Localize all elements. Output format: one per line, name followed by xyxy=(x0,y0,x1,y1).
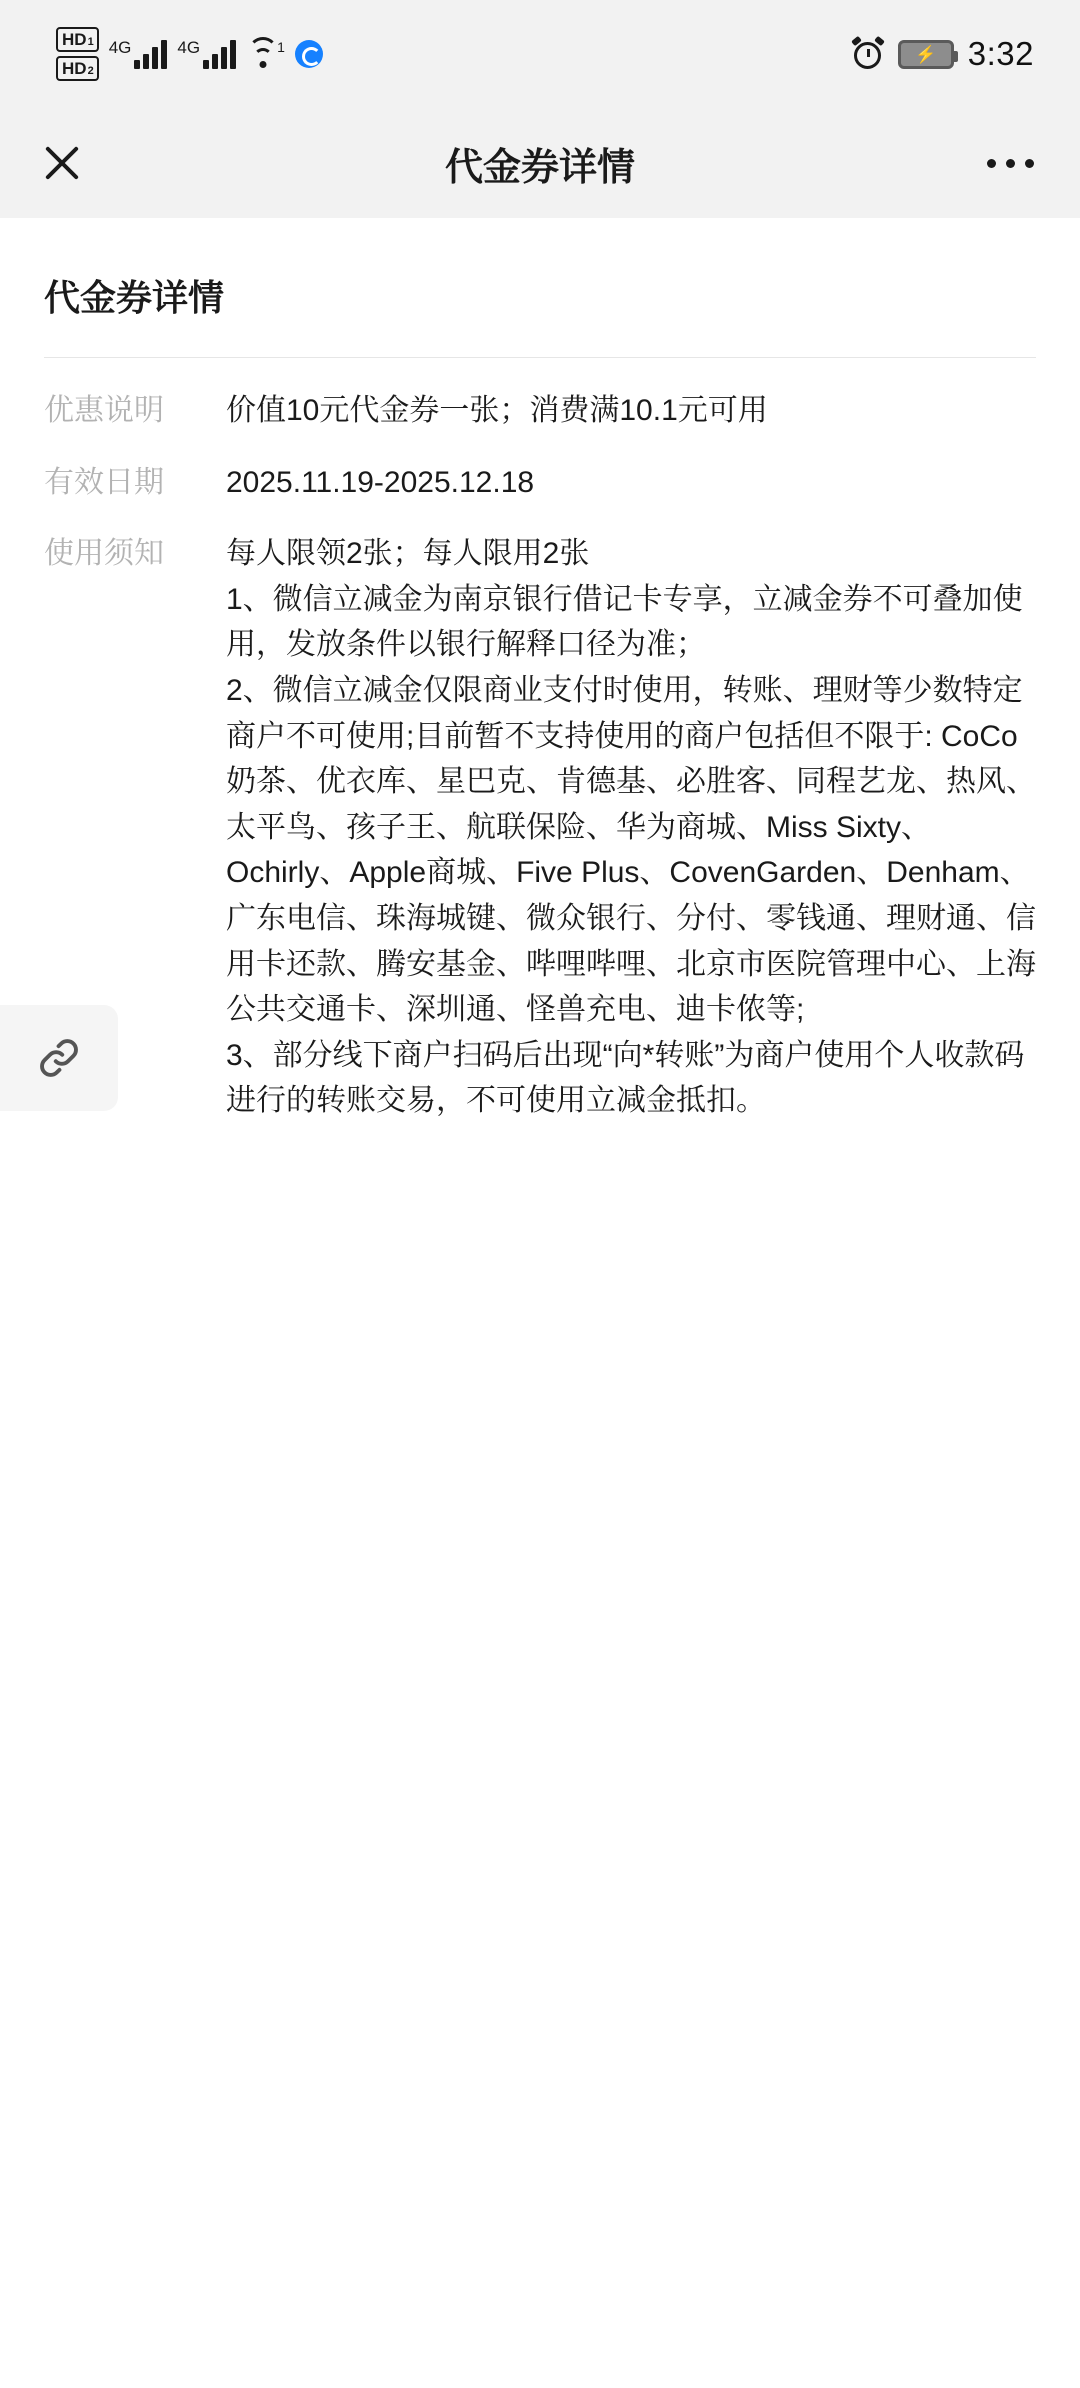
link-icon-button[interactable] xyxy=(0,1005,118,1111)
detail-row-valid-date xyxy=(44,460,1036,506)
row-label: 有效日期 xyxy=(44,465,164,499)
network-type-label-1: 4G xyxy=(108,38,132,57)
status-bar xyxy=(0,0,1080,108)
row-value-line: 2025.11.19-2025.12.18 xyxy=(226,465,535,499)
sync-icon xyxy=(295,40,323,68)
close-icon[interactable] xyxy=(34,135,90,191)
status-bar-left xyxy=(56,27,323,81)
hd-badge-label-2: HD xyxy=(62,59,87,78)
signal-icon-1 xyxy=(109,39,168,69)
row-value-line: 1、微信立减金为南京银行借记卡专享，立减金券不可叠加使用，发放条件以银行解释口径为准； xyxy=(226,582,1023,662)
page-title: 代金券详情 xyxy=(44,277,225,318)
more-options-icon[interactable] xyxy=(987,159,1034,168)
nav-title: 代金券详情 xyxy=(444,146,635,189)
hd-badge-sub-2: 2 xyxy=(87,65,94,77)
row-value xyxy=(226,460,1036,506)
hd-icon xyxy=(56,27,99,81)
battery-charging-icon: ⚡ xyxy=(898,40,954,69)
wifi-hotspot-icon xyxy=(246,39,285,69)
signal-bars-2 xyxy=(203,39,236,69)
detail-row-discount-description xyxy=(44,388,1036,434)
alarm-icon xyxy=(852,38,884,70)
signal-icon-2 xyxy=(177,39,236,69)
row-value xyxy=(226,531,1036,1124)
row-value-line: 价值10元代金券一张；消费满10.1元可用 xyxy=(226,394,768,427)
status-bar-clock: 3:32 xyxy=(967,35,1034,72)
nav-bar xyxy=(0,108,1080,218)
row-value xyxy=(226,388,1036,434)
detail-row-usage-notice xyxy=(44,531,1036,1124)
row-value-line: 每人限领2张；每人限用2张 xyxy=(226,537,590,571)
status-bar-right xyxy=(852,35,1034,73)
hd-badge-sub-1: 1 xyxy=(87,36,94,48)
row-value-line: 3、部分线下商户扫码后出现“向*转账”为商户使用个人收款码进行的转账交易，不可使用立减金抵扣。 xyxy=(226,1038,1025,1118)
signal-bars-1 xyxy=(134,39,167,69)
network-type-label-2: 4G xyxy=(177,38,201,57)
row-label: 优惠说明 xyxy=(44,394,164,427)
page-content xyxy=(0,218,1080,1124)
wifi-superscript-label: 1 xyxy=(277,39,285,55)
row-value-line: 2、微信立减金仅限商业支付时使用，转账、理财等少数特定商户不可使用;目前暂不支持使用的商户包括但不限于: CoCo奶茶、优衣库、星巴克、肯德基、必胜客、同程艺龙、热风、太平鸟、孩子王、航联保险、华为商城、Miss Sixty、Ochirly、Apple商城、Five Plus、CovenGarden、Denham、广东电信、珠海城键、微众银行、分付、零钱通、理财通、信用卡还款、腾安基金、哔哩哔哩、北京市医院管理中心、上海公共交通卡、深圳通、怪兽充电、迪卡侬等; xyxy=(226,673,1036,1027)
detail-rows xyxy=(44,358,1036,1124)
row-label: 使用须知 xyxy=(44,537,164,571)
hd-badge-label-1: HD xyxy=(62,30,87,49)
link-icon xyxy=(33,1032,85,1084)
